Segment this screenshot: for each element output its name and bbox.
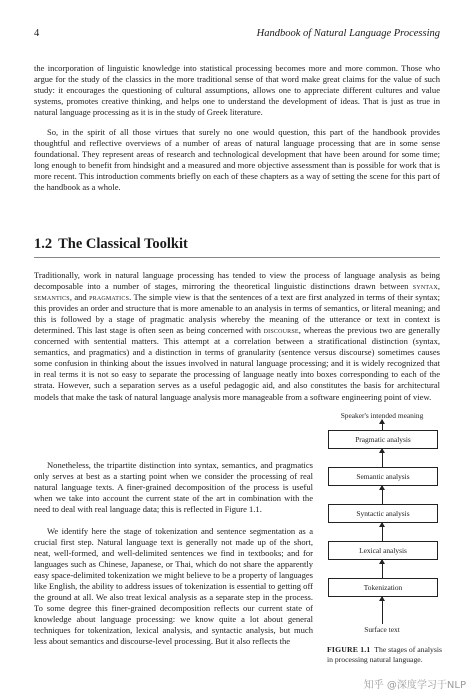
figure-caption-text: The stages of analysis in processing natural language. <box>327 645 442 665</box>
figure-bottom-label: Surface text <box>364 625 400 634</box>
box-tokenization: Tokenization <box>328 578 438 597</box>
section-heading <box>34 236 188 253</box>
term-discourse: discourse <box>263 325 299 336</box>
paragraph-5: We identify here the stage of tokenization and sentence segmentation as a crucial first step. Natural language text is generally not made up of the short, neat, well-formed, and well-delimited sentences we find in textbooks; and for languages such as Chinese, Japanese, or Thai, which do not share the apparently easy space-delimited tokenization we might believe to be a property of languages like English, the ability to address issues of tokenization is essential to getting off the ground at all. We also treat lexical analysis as a separate step in the process. To some degree this finer-grained decomposition reflects our current state of knowledge about language processing: we know quite a lot about general techniques for tokenization, lexical analysis, and syntactic analysis, but much less about semantics and discourse-level processing. But it also reflects the <box>34 526 313 647</box>
arrow-up-icon <box>382 560 383 578</box>
arrow-up-icon <box>382 486 383 504</box>
figure-top-label: Speaker's intended meaning <box>340 411 424 420</box>
running-header <box>34 28 440 42</box>
paragraph-4: Nonetheless, the tripartite distinction into syntax, semantics, and pragmatics only serves at best as a starting point when we consider the processing of real natural language texts. A finer-grained decomposition of the process is useful when we take into account the current state of the art in combination with the need to deal with real language data; this is reflected in Figure 1.1. <box>34 460 313 515</box>
p3-text-5: , whereas the previous two are generally concerned with sentential matters. This attempt at a correlation between a stratificational distinction (syntax, semantics, and pragmatics) and a distinction in terms of granularity (sentence versus discourse) sometimes causes some confusion in thinking about the issues involved in natural language processing; and it is widely recognized that in real terms it is not so easy to separate the processing of language neatly into boxes corresponding to each of the strata. However, such a separation serves as a useful pedagogic aid, and also constitutes the basis for architectural models that make the task of natural language analysis more manageable from a software engineering point of view. <box>34 325 441 402</box>
arrow-up-icon <box>382 420 383 430</box>
term-syntax: syntax <box>412 281 438 292</box>
box-pragmatic-analysis: Pragmatic analysis <box>328 430 438 449</box>
p3-text-4: . The simple view is that the sentences of a text are first analyzed in terms of their syntax; this provides an order and structure that is more amenable to an analysis in terms of semantics, or literal meaning; and this is followed by a stage of pragmatic analysis whereby the meaning of the utterance or text in context is determined. This last stage is often seen as being concerned with <box>34 292 440 336</box>
p3-text-3: , and <box>69 292 90 303</box>
watermark-text: 知乎 @深度学习于NLP <box>363 680 466 691</box>
arrow-up-icon <box>382 597 383 624</box>
box-lexical-analysis: Lexical analysis <box>328 541 438 560</box>
box-semantic-analysis: Semantic analysis <box>328 467 438 486</box>
paragraph-2: So, in the spirit of all those virtues that surely no one would question, this part of the handbook provides thoughtful and reflective overviews of a number of areas of natural language processing that are in some sense foundational. They represent areas of research and technological development that have been around for some time; long enough to benefit from hindsight and a measured and more objective assessment than is possible for work that is more recent. This introduction comments briefly on each of these chapters as a way of setting the scene for this part of the handbook as a whole. <box>34 127 440 193</box>
figure-caption <box>327 645 443 666</box>
term-semantics: semantics <box>34 292 70 303</box>
paragraph-1: the incorporation of linguistic knowledge into statistical processing becomes more and more common. Those who argue for the study of the classics in the more traditional sense of that word make great claims for the value of such study: it encourages the questioning of cultural assumptions, allows one to appreciate different cultures and value systems, promotes creative thinking, and helps one to understand the development of ideas. That is just as true in natural language processing as it is in the study of Greek literature. <box>34 63 440 118</box>
arrow-up-icon <box>382 449 383 467</box>
section-title: The Classical Toolkit <box>58 236 188 252</box>
section-number: 1.2 <box>34 236 53 252</box>
box-syntactic-analysis: Syntactic analysis <box>328 504 438 523</box>
term-pragmatics: pragmatics <box>89 292 130 303</box>
p3-text-2: , <box>437 281 440 292</box>
figure-caption-label: FIGURE 1.1 <box>327 645 371 654</box>
page-number: 4 <box>34 28 40 39</box>
section-rule <box>34 257 440 258</box>
paragraph-3 <box>34 270 440 403</box>
p3-text-1: Traditionally, work in natural language processing has tended to view the process of language analysis as being decomposable into a number of stages, mirroring the theoretical linguistic distinctions drawn between <box>34 270 440 292</box>
book-title: Handbook of Natural Language Processing <box>256 28 440 39</box>
arrow-up-icon <box>382 523 383 541</box>
